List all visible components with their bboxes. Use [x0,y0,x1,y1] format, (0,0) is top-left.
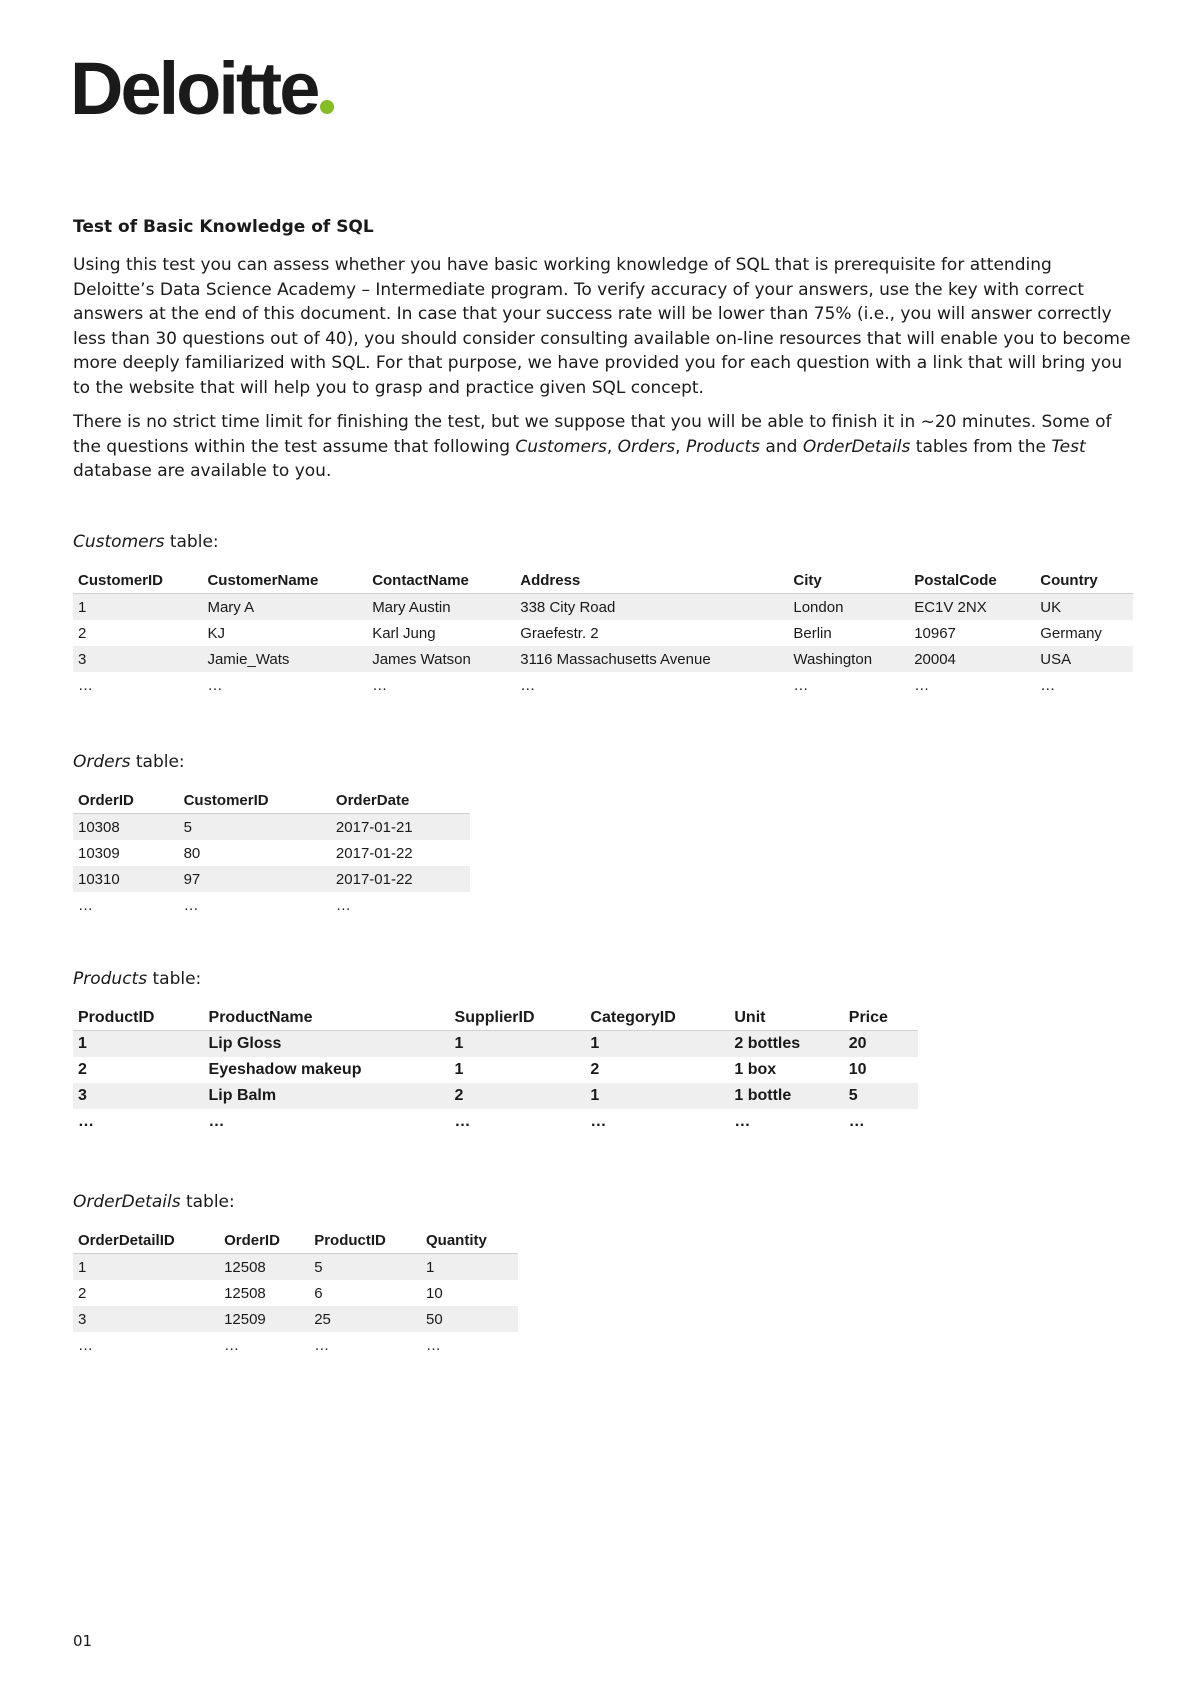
table-cell: 5 [179,814,331,841]
table-cell: KJ [207,624,225,642]
table-row [73,620,1133,646]
para2-text-3: database are available to you. [73,461,332,481]
para2-customers: Customers [515,436,607,457]
column-header: ContactName [367,568,515,594]
table-row [73,1109,918,1135]
table-cell: 25 [309,1306,421,1332]
para2-and: and [760,436,803,457]
table-cell: … [208,1113,225,1130]
table-cell: 12508 [224,1284,266,1302]
intro-paragraph: Using this test you can assess whether you have basic working knowledge of SQL that is prerequisite for attending Deloitte’s Data Science Academy – Intermediate program. To verify accuracy of your answers, use the key with correct answers at the end of this document. In case that your success rate will be lower than 75% (i.e., you will answer correctly less than 30 questions out of 40), you should consider consulting available on-line resources that will enable you to become more deeply familiarized with SQL. For that purpose, we have provided you for each question with a link that will bring you to the website that will help you to grasp and practice given SQL concept. [73,255,1131,398]
table-cell: … [78,1113,94,1130]
table-cell: 2 bottles [729,1031,843,1058]
table-cell: Washington [788,646,909,672]
table-cell: … [520,676,536,694]
para2-sep-1: , [606,436,618,457]
table-cell: … [734,1113,751,1130]
column-header: CategoryID [585,1005,729,1031]
table-cell: 2 [450,1083,586,1109]
column-header: OrderDetailID [73,1228,219,1254]
table-cell: … [224,1336,240,1354]
table-cell: 1 [73,1254,219,1281]
table-row [73,1332,518,1358]
customers-table [73,568,1133,698]
column-header: Address [515,568,788,594]
table-cell: … [793,676,809,694]
orderdetails-caption [73,1192,235,1212]
table-cell: 1 box [734,1061,777,1078]
para2-products: Products [685,436,761,457]
products-caption-suffix: table: [147,969,202,989]
para2-sep-2: , [675,436,686,457]
table-cell: Eyeshadow makeup [208,1061,362,1078]
column-header: Unit [729,1005,843,1031]
table-cell: 10310 [73,866,179,892]
table-cell: 2017-01-21 [331,814,470,841]
table-cell: USA [1035,646,1133,672]
table-cell: 10 [848,1061,867,1078]
column-header: SupplierID [450,1005,586,1031]
table-cell: 10967 [914,624,956,642]
products-caption [73,969,201,989]
table-cell: … [848,1113,865,1130]
products-table [73,1005,918,1135]
table-row [73,1254,518,1281]
table-cell: 10309 [78,844,120,862]
table-header-row [73,1228,518,1254]
para2-text-2: tables from the [910,436,1052,457]
table-cell: Berlin [793,624,832,642]
table-row [73,1306,518,1332]
customers-caption-suffix: table: [164,532,219,552]
products-caption-name: Products [73,969,148,989]
table-cell: 5 [844,1083,918,1109]
table-cell: 1 [421,1254,518,1281]
table-cell: Lip Gloss [204,1031,450,1058]
column-header: City [788,568,909,594]
table-cell: EC1V 2NX [909,594,1035,621]
para2-orderdetails: OrderDetails [802,436,911,457]
table-cell: 1 [73,594,202,621]
column-header: Quantity [421,1228,518,1254]
logo-dot-icon [320,100,334,114]
column-header: CustomerName [202,568,367,594]
column-header: OrderID [73,788,179,814]
table-cell: 12509 [219,1306,309,1332]
table-cell: … [335,896,351,914]
column-header: PostalCode [909,568,1035,594]
column-header: ProductID [73,1005,204,1031]
table-header-row [73,1005,918,1031]
para2-text-1: There is no strict time limit for finishing the test, but we suppose that you will be able to finish it in ~20 minutes. Some of the questions within the test assume that following [73,412,1112,457]
table-cell: 80 [183,844,201,862]
table-cell: … [78,1336,93,1354]
table-cell: Karl Jung [372,624,436,642]
table-cell: 2017-01-22 [331,866,470,892]
table-cell: … [590,1113,607,1130]
orders-caption [73,752,185,772]
table-cell: … [454,1113,471,1130]
orders-caption-name: Orders [73,752,131,772]
table-row [73,866,470,892]
table-cell: 6 [314,1284,323,1302]
table-cell: … [914,676,930,694]
table-cell: Mary A [202,594,367,621]
column-header: Price [844,1005,918,1031]
table-cell: 3 [73,646,202,672]
table-cell: … [183,896,199,914]
table-cell: 338 City Road [515,594,788,621]
column-header: Country [1035,568,1133,594]
para2-test-db: Test [1051,436,1086,457]
table-row [73,814,470,841]
table-header-row [73,788,470,814]
table-cell: 3 [73,1083,204,1109]
orderdetails-table [73,1228,518,1358]
table-cell: 1 [73,1031,204,1058]
table-cell: Jamie_Wats [202,646,367,672]
table-cell: 1 [450,1031,586,1058]
table-cell: … [78,676,93,694]
logo-text: Deloitte [70,47,318,130]
table-cell: 2 [590,1061,600,1078]
table-cell: 2 [78,1284,87,1302]
table-cell: … [426,1336,441,1354]
table-cell: 12508 [219,1254,309,1281]
table-cell: … [78,896,93,914]
table-cell: 3 [73,1306,219,1332]
table-row [73,1057,918,1083]
table-cell: 2017-01-22 [335,844,413,862]
table-cell: 1 [454,1061,464,1078]
customers-caption-name: Customers [73,532,165,552]
table-row [73,594,1133,621]
table-cell: … [372,676,388,694]
table-cell: 10 [426,1284,443,1302]
table-cell: … [207,676,223,694]
column-header: CustomerID [179,788,331,814]
table-row [73,672,1133,698]
orderdetails-caption-suffix: table: [180,1192,235,1212]
table-cell: Mary Austin [367,594,515,621]
customers-caption [73,532,219,552]
table-cell: Germany [1040,624,1102,642]
table-cell: 50 [421,1306,518,1332]
page-number: 01 [73,1632,93,1650]
table-cell: 97 [179,866,331,892]
deloitte-logo [70,47,334,130]
table-cell: James Watson [367,646,515,672]
table-cell: … [1040,676,1056,694]
table-cell: 1 [585,1083,729,1109]
second-paragraph [73,410,1133,484]
table-cell: 2 [78,1061,87,1078]
table-row [73,646,1133,672]
para2-orders: Orders [617,436,676,457]
orders-table [73,788,470,918]
column-header: OrderID [219,1228,309,1254]
page-title: Test of Basic Knowledge of SQL [73,217,374,237]
column-header: ProductName [204,1005,450,1031]
table-cell: UK [1035,594,1133,621]
table-cell: 20 [844,1031,918,1058]
table-cell: Lip Balm [204,1083,450,1109]
table-row [73,1083,918,1109]
table-header-row [73,568,1133,594]
table-row [73,892,470,918]
table-row [73,1031,918,1058]
table-cell: Graefestr. 2 [520,624,599,642]
table-cell: 5 [309,1254,421,1281]
table-cell: London [788,594,909,621]
table-cell: … [314,1336,330,1354]
table-cell: 1 [585,1031,729,1058]
column-header: OrderDate [331,788,470,814]
table-cell: 3116 Massachusetts Avenue [515,646,788,672]
orders-caption-suffix: table: [130,752,185,772]
table-row [73,1280,518,1306]
column-header: ProductID [309,1228,421,1254]
table-cell: 20004 [909,646,1035,672]
table-row [73,840,470,866]
table-cell: 1 bottle [729,1083,843,1109]
column-header: CustomerID [73,568,202,594]
orderdetails-caption-name: OrderDetails [73,1192,181,1212]
table-cell: 10308 [73,814,179,841]
table-cell: 2 [78,624,87,642]
